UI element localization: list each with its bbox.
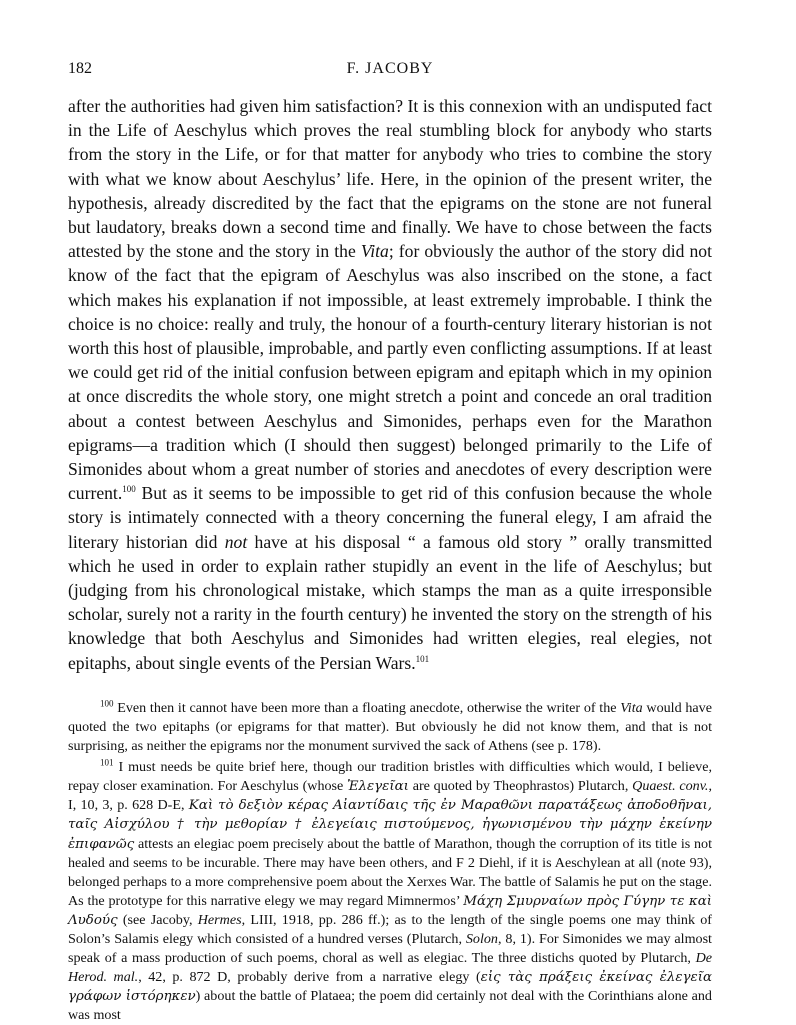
page bbox=[68, 52, 712, 1025]
italic-title: Quaest. conv. bbox=[632, 778, 709, 795]
italic-term: Vita bbox=[360, 241, 389, 262]
greek-quote: Καὶ τὸ δεξιὸν κέρας Αἰαντίδαις τῆς ἐν Μαραθῶνι παρατάξεως ἀποδοθῆναι, ταῖς Αἰσχύλου † τὴν μεθορίαν † ἐλεγείαις πιστούμενος, ἠγωνισμένου τὴν μάχην ἐκείνην ἐπιφανῶς bbox=[68, 798, 712, 852]
footnote-text: , LIII, 1918, pp. 286 ff.); as to the length of the single poems one may think of Solon’s Salamis elegy which consisted of a hundred verses (Plutarch, bbox=[68, 911, 712, 947]
footnote-text: I must needs be quite brief here, though our tradition bristles with difficulties which would, I believe, repay closer examination. For Aeschylus (whose bbox=[68, 759, 712, 795]
footnote-number: 100 bbox=[100, 698, 114, 709]
body-text: after the authorities had given him satisfaction? It is this connexion with an undisputed fact in the Life of Aeschylus which proves the real stumbling block for anybody who starts from the story in the Life, or for that matter for anybody who tries to combine the story with what we know about Aeschylus’ life. Here, in the opinion of the present writer, the hypothesis, already discredited by the fact that the epigrams on the stone are not funeral but laudatory, breaks down a second time and finally. We have to chose between the facts attested by the stone and the story in the bbox=[68, 96, 712, 262]
footnote-101 bbox=[68, 758, 712, 1025]
body-paragraph bbox=[68, 94, 712, 675]
footnote-text: Even then it cannot have been more than a floating anecdote, otherwise the writer of the bbox=[113, 699, 621, 716]
greek-quote: Ἐλεγεῖαι bbox=[347, 779, 409, 795]
italic-title: Hermes bbox=[197, 911, 242, 928]
running-head bbox=[68, 52, 712, 82]
footnote-text: , 8, 1). For Simonides we may almost speak of a mass production of such poems, choral as well as elegiac. The three distichs quoted by Plutarch, bbox=[68, 931, 712, 967]
footnote-text: (see Jacoby, bbox=[117, 911, 198, 928]
greek-quote: Μάχη Σμυρναίων πρὸς Γύγην τε καὶ Λυδούς bbox=[68, 893, 712, 928]
footnote-text: ) about the battle of Plataea; the poem did certainly not deal with the Corinthians alone and was most bbox=[68, 988, 712, 1024]
greek-quote: εἰς τὰς πράξεις ἐκείνας ἐλεγεῖα γράφων ἱστόρηκεν bbox=[68, 970, 712, 1005]
footnote-text: are quoted by Theophrastos) Plutarch, bbox=[408, 778, 633, 795]
italic-title: Solon bbox=[465, 931, 498, 947]
italic-term: Vita bbox=[620, 699, 643, 716]
body-text: ; for obviously the author of the story did not know of the fact that the epigram of Aeschylus was also inscribed on the stone, a fact which makes his explanation if not impossible, at least extremely improbable. I think the choice is no choice: really and truly, the honour of a fourth-century literary historian is not worth this host of plausible, improbable, and partly even conflicting assumptions. If at least we could get rid of the initial confusion between epigram and epitaph which in my opinion at once discredits the whole story, one might stretch a point and concede an oral tradition about a contest between Aeschylus and Simonides, perhaps even for the Marathon epigrams—a tradition which (I should then suggest) belonged primarily to the Life of Simonides about whom a great number of stories and anecdotes of every description were current. bbox=[68, 241, 712, 504]
footnotes bbox=[68, 699, 712, 1025]
footnote-ref-101[interactable]: 101 bbox=[415, 653, 430, 664]
footnote-text: attests an elegiac poem precisely about the battle of Marathon, though the corruption of its title is not healed and seems to be incurable. There may have been others, and F 2 Diehl, if it is Aeschylean at all (note 93), belonged perhaps to a more comprehensive poem about the Xerxes War. The battle of Salamis he put on the stage. As the prototype for this narrative elegy we may regard Mimnermos’ bbox=[68, 835, 712, 909]
running-head-author: F. JACOBY bbox=[346, 60, 434, 77]
italic-emphasis: not bbox=[224, 531, 248, 552]
italic-title: De Herod. mal. bbox=[68, 950, 712, 986]
footnote-text: , 42, p. 872 D, probably derive from a narrative elegy ( bbox=[138, 969, 481, 986]
footnote-number: 101 bbox=[100, 757, 114, 768]
body-text: But as it seems to be impossible to get rid of this confusion because the whole story is intimately connected with a theory concerning the funeral elegy, I am afraid the literary historian did bbox=[68, 483, 712, 552]
main-text bbox=[68, 94, 712, 675]
page-number: 182 bbox=[68, 60, 92, 77]
body-text: have at his disposal “ a famous old story ” orally transmitted which he used in order to explain rather stupidly an event in the life of Aeschylus; but (judging from his chronological mistake, which stamps the man as a quite irresponsible scholar, surely not a rarity in the fourth century) he invented the story on the strength of his knowledge that both Aeschylus and Simonides had written elegies, real elegies, not epitaphs, about single events of the Persian Wars. bbox=[68, 531, 712, 673]
footnote-text: , I, 10, 3, p. 628 D-E, bbox=[68, 778, 712, 814]
footnote-100 bbox=[68, 699, 712, 756]
footnote-text: would have quoted the two epitaphs (or epigrams for that matter). But obviously he did not know them, and that is not surprising, as neither the epigrams nor the monument survived the sack of Athens (see p. 178). bbox=[68, 699, 712, 755]
footnote-ref-100[interactable]: 100 bbox=[122, 484, 136, 495]
